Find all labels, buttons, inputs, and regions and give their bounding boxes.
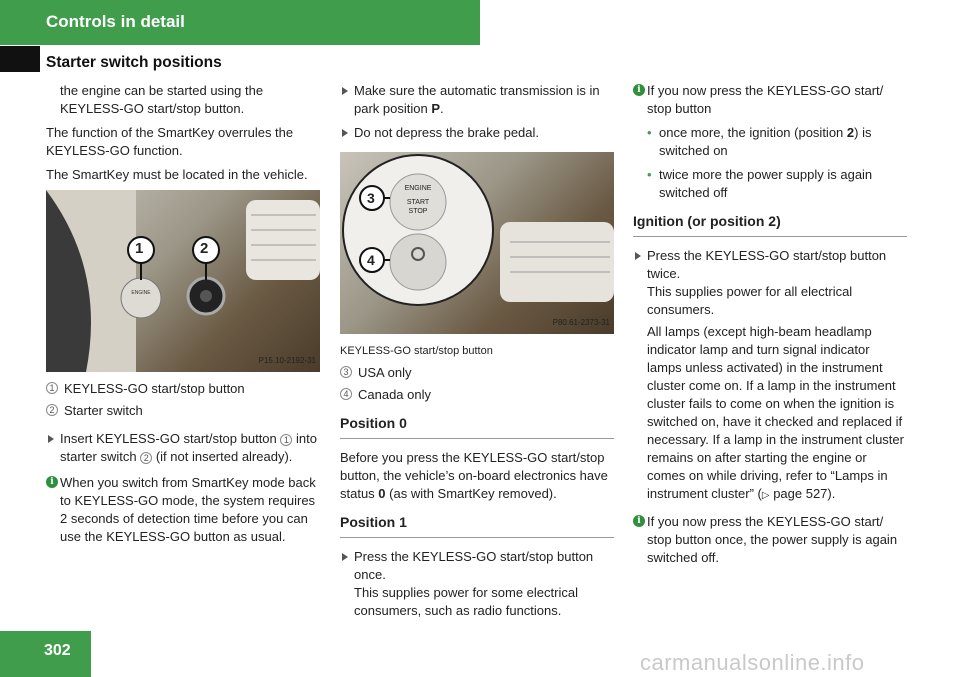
gear-position: P: [431, 101, 440, 116]
heading-ignition: Ignition (or position 2): [633, 212, 907, 237]
step-text: Make sure the automatic transmission is in park position: [354, 83, 600, 116]
legend-text: KEYLESS-GO start/stop button: [64, 381, 245, 396]
photo-code: P15.10-2192-31: [258, 356, 316, 365]
page-ref-arrow-icon: ▷: [761, 490, 770, 501]
list-item: [633, 124, 907, 160]
photo-callout-3: 3: [367, 190, 375, 206]
page-reference[interactable]: page 527).: [769, 486, 836, 501]
step-text: .: [440, 101, 444, 116]
info-text: When you switch from SmartKey mode back to KEYLESS-GO mode, the system requires 2 seconds of detection time before you can use the KEYLESS-GO button as usual.: [60, 475, 316, 544]
callout-number: 4: [340, 388, 352, 400]
step-text: This supplies power for some electrical consumers, such as radio functions.: [354, 585, 578, 618]
header-bar: [0, 0, 480, 45]
photo-callout-2: 2: [200, 240, 209, 257]
callout-number: 1: [280, 434, 292, 446]
keyless-go-illustration: [340, 152, 614, 334]
legend-item: [340, 386, 614, 404]
step-press-twice: [633, 247, 907, 319]
callout-number: 3: [340, 366, 352, 378]
paragraph: the engine can be started using the KEYLESS-GO start/stop button.: [60, 83, 264, 116]
paragraph: [340, 449, 614, 503]
callout-number: 1: [46, 382, 58, 394]
svg-text:ENGINE: ENGINE: [131, 290, 151, 296]
step-park-position: [340, 82, 614, 118]
section-title: Starter switch positions: [46, 54, 222, 71]
callout-number: 2: [140, 452, 152, 464]
paragraph: [633, 323, 907, 505]
info-icon: i: [46, 476, 58, 488]
step-brake-pedal: [340, 124, 614, 142]
callout-number: 2: [46, 404, 58, 416]
photo-callout-4: 4: [367, 252, 375, 268]
starter-switch-photo: [46, 190, 320, 372]
step-text: Press the KEYLESS-GO start/stop button twice.: [647, 248, 887, 281]
status-value: 0: [378, 486, 386, 501]
position-value: 2: [846, 125, 855, 140]
paragraph: The SmartKey must be located in the vehicle.: [46, 167, 308, 182]
step-text: Press the KEYLESS-GO start/stop button once.: [354, 549, 594, 582]
list-text: ) is switched on: [659, 125, 872, 158]
column-1: [46, 82, 322, 552]
legend-text: Canada only: [358, 387, 431, 402]
header-title: Controls in detail: [46, 12, 185, 31]
legend-text: USA only: [358, 365, 412, 380]
step-text: This supplies power for all electrical consumers.: [647, 284, 853, 317]
engine-label: ENGINE: [404, 185, 432, 192]
list-text: twice more the power supply is again switched off: [659, 167, 873, 200]
list-item: [633, 166, 907, 202]
legend-text: Starter switch: [64, 403, 143, 418]
heading-position-1: Position 1: [340, 513, 614, 538]
paragraph: The function of the SmartKey overrules the KEYLESS-GO function.: [46, 125, 294, 158]
step-press-once: [340, 548, 614, 620]
photo-callout-1: 1: [135, 240, 144, 257]
photo-code: P80.61-2373-31: [552, 318, 610, 327]
info-text: If you now press the KEYLESS-GO start/ stop button once, the power supply is again switched off.: [647, 514, 898, 565]
legend-item: [340, 364, 614, 382]
heading-position-0: Position 0: [340, 414, 614, 439]
start-label: START: [406, 199, 430, 206]
info-icon: i: [633, 515, 645, 527]
step-text: Insert KEYLESS-GO start/stop button: [60, 431, 277, 446]
photo-caption: KEYLESS-GO start/stop button: [340, 345, 493, 357]
column-2: [340, 82, 614, 626]
stop-label: STOP: [408, 208, 428, 215]
para-text: All lamps (except high-beam headlamp indicator lamp and turn signal indicator lamps unless activated) in the instrument cluster come on. If a lamp in the instrument cluster fails to come on when the ignition is switched on, have it checked and replaced if necessary. If a lamp in the instrument cluster remains on after starting the engine or comes on while driving, refer to “Lamps in instrument cluster” (: [647, 324, 904, 501]
step-text: into starter switch: [60, 431, 317, 464]
info-icon: i: [633, 84, 645, 96]
side-marker: [0, 46, 40, 72]
info-note: [633, 513, 907, 567]
step-insert-button: [46, 430, 322, 466]
para-text: Before you press the KEYLESS-GO start/stop button, the vehicle’s on-board electronics have status: [340, 450, 608, 501]
keyless-go-photo: [340, 152, 614, 334]
info-note: [633, 82, 907, 118]
info-text: If you now press the KEYLESS-GO start/ stop button: [647, 83, 884, 116]
watermark: carmanualsonline.info: [640, 650, 865, 675]
step-text: (if not inserted already).: [155, 449, 293, 464]
dashboard-illustration: [46, 190, 320, 372]
info-note: [46, 474, 322, 546]
column-3: [633, 82, 907, 573]
list-text: once more, the ignition (position: [659, 125, 847, 140]
para-text: (as with SmartKey removed).: [385, 486, 557, 501]
step-text: Do not depress the brake pedal.: [354, 125, 540, 140]
page-number: 302: [44, 642, 71, 659]
legend-item: [46, 402, 322, 420]
legend-item: [46, 380, 322, 398]
